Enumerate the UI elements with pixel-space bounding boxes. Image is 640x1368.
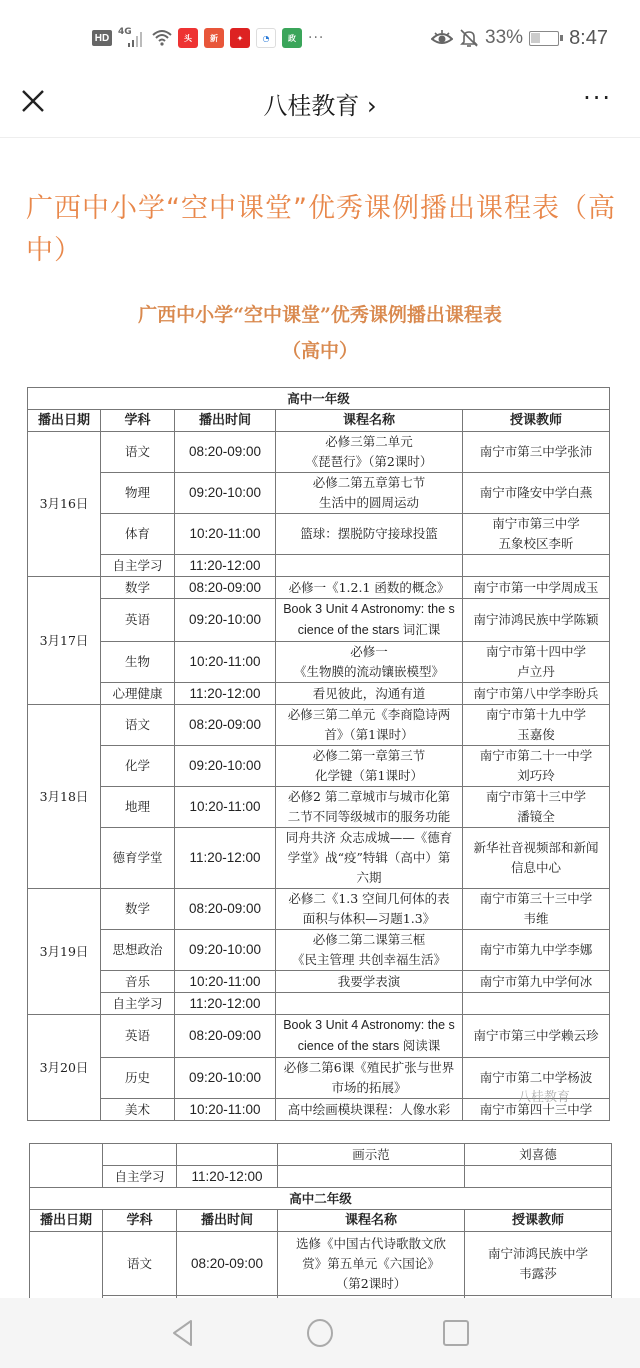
time-cell: 09:20-10:00 (175, 473, 276, 514)
date-cell (30, 1144, 103, 1188)
system-navigation-bar (0, 1298, 640, 1368)
time-cell: 10:20-11:00 (175, 787, 276, 828)
column-header: 课程名称 (278, 1210, 465, 1232)
course-cell (278, 1166, 465, 1188)
course-cell: 必修二第五章第七节 生活中的圆周运动 (276, 473, 463, 514)
teacher-cell: 南宁市第二中学杨波 (463, 1058, 610, 1099)
course-cell: 必修一《1.2.1 函数的概念》 (276, 577, 463, 599)
teacher-cell: 南宁市第四十三中学 (463, 1099, 610, 1121)
column-header: 播出日期 (28, 410, 101, 432)
status-bar (0, 0, 640, 70)
subject-cell: 德育学堂 (101, 828, 175, 889)
top-nav-bar (0, 70, 640, 138)
table-row (28, 514, 610, 555)
teacher-cell: 南宁市第三中学张沛 (463, 432, 610, 473)
subject-cell: 语文 (101, 432, 175, 473)
subject-cell: 英语 (101, 1015, 175, 1058)
teacher-cell: 南宁市第九中学李娜 (463, 930, 610, 971)
teacher-cell: 刘喜德 (465, 1144, 612, 1166)
mute-bell-icon (459, 28, 479, 48)
course-cell: 必修二第一章第三节 化学键（第1课时） (276, 746, 463, 787)
battery-icon (529, 31, 559, 46)
time-cell: 09:20-10:00 (175, 599, 276, 642)
hd-icon: HD (92, 30, 112, 46)
teacher-cell: 南宁市第九中学何冰 (463, 971, 610, 993)
date-cell: 3月20日 (28, 1015, 101, 1121)
time-cell: 08:20-09:00 (175, 432, 276, 473)
teacher-cell: 新华社音视频部和新闻 信息中心 (463, 828, 610, 889)
course-cell: 必修2 第二章城市与城市化第 二节不同等级城市的服务功能 (276, 787, 463, 828)
status-right (431, 24, 608, 52)
table-row (30, 1144, 612, 1166)
time-cell: 08:20-09:00 (175, 705, 276, 746)
news-app-icon: 新 (204, 28, 224, 48)
time-cell: 11:20-12:00 (175, 828, 276, 889)
date-cell: 3月19日 (28, 889, 101, 1015)
subject-cell: 自主学习 (103, 1166, 177, 1188)
time-cell: 11:20-12:00 (175, 555, 276, 577)
time-cell: 11:20-12:00 (175, 683, 276, 705)
course-cell: Book 3 Unit 4 Astronomy: the s cience of the stars 阅读课 (276, 1015, 463, 1058)
table-row (28, 683, 610, 705)
course-cell: 同舟共济 众志成城——《德育 学堂》战“疫”特辑（高中）第 六期 (276, 828, 463, 889)
column-header: 学科 (101, 410, 175, 432)
course-cell: 高中绘画模块课程：人像水彩 (276, 1099, 463, 1121)
course-cell: 选修《中国古代诗歌散文欣 赏》第五单元《六国论》 （第2课时） (278, 1232, 465, 1296)
course-cell: Book 3 Unit 4 Astronomy: the s cience of the stars 词汇课 (276, 599, 463, 642)
time-cell: 11:20-12:00 (175, 993, 276, 1015)
course-cell: 必修二第二课第三框 《民主管理 共创幸福生活》 (276, 930, 463, 971)
teacher-cell: 南宁市第十四中学 卢立丹 (463, 642, 610, 683)
teacher-cell: 南宁市第三中学 五象校区李昕 (463, 514, 610, 555)
recents-icon[interactable] (441, 1318, 471, 1348)
subject-cell: 语文 (101, 705, 175, 746)
table-row (28, 473, 610, 514)
time-cell: 08:20-09:00 (175, 889, 276, 930)
wifi-icon (152, 29, 172, 47)
time-cell: 10:20-11:00 (175, 1099, 276, 1121)
course-cell: 必修二《1.3 空间几何体的表 面积与体积—习题1.3》 (276, 889, 463, 930)
blue-app-icon: ◔ (256, 28, 276, 48)
time-cell: 08:20-09:00 (175, 1015, 276, 1058)
date-cell: 3月17日 (28, 577, 101, 705)
grade2-schedule-table (29, 1143, 612, 1298)
table-row (28, 555, 610, 577)
subject-cell: 自主学习 (101, 555, 175, 577)
subject-cell: 化学 (101, 746, 175, 787)
subject-cell (103, 1144, 177, 1166)
table-row (28, 432, 610, 473)
time-cell: 08:20-09:00 (177, 1232, 278, 1296)
time-cell: 10:20-11:00 (175, 514, 276, 555)
course-cell: 必修三第二单元 《琵琶行》（第2课时） (276, 432, 463, 473)
table-row (28, 971, 610, 993)
subject-cell: 音乐 (101, 971, 175, 993)
date-cell: 3月16日 (28, 432, 101, 577)
subject-cell: 语文 (103, 1232, 177, 1296)
teacher-cell (465, 1166, 612, 1188)
4g-signal-icon: 4G (118, 29, 146, 47)
time-cell: 10:20-11:00 (175, 642, 276, 683)
subject-cell: 物理 (101, 473, 175, 514)
red-app-icon: ✦ (230, 28, 250, 48)
date-cell (30, 1232, 103, 1299)
column-header: 课程名称 (276, 410, 463, 432)
time-cell: 09:20-10:00 (175, 746, 276, 787)
table-row (28, 787, 610, 828)
teacher-cell: 南宁沛鸿民族中学陈颖 (463, 599, 610, 642)
grade-label: 高中一年级 (28, 388, 610, 410)
subject-cell: 数学 (101, 577, 175, 599)
time-cell: 09:20-10:00 (175, 1058, 276, 1099)
course-cell: 篮球：摆脱防守接球投篮 (276, 514, 463, 555)
column-header: 播出日期 (30, 1210, 103, 1232)
course-cell: 必修三第二单元《李商隐诗两 首》（第1课时） (276, 705, 463, 746)
subject-cell: 地理 (101, 787, 175, 828)
time-cell: 09:20-10:00 (175, 930, 276, 971)
battery-percent: 33% (485, 27, 524, 48)
teacher-cell: 南宁市第三十三中学 韦维 (463, 889, 610, 930)
article-title: 广西中小学“空中课堂”优秀课例播出课程表（高中） (26, 193, 616, 266)
subject-cell: 自主学习 (101, 993, 175, 1015)
teacher-cell: 南宁市第三中学赖云珍 (463, 1015, 610, 1058)
column-header-row (30, 1210, 612, 1232)
back-icon[interactable] (168, 1318, 198, 1348)
time-cell: 08:20-09:00 (175, 577, 276, 599)
teacher-cell: 南宁市隆安中学白燕 (463, 473, 610, 514)
subject-cell: 数学 (101, 889, 175, 930)
column-header: 播出时间 (175, 410, 276, 432)
table-row (28, 599, 610, 642)
eye-comfort-icon (431, 29, 453, 47)
account-title-link[interactable]: 八桂教育 › (263, 92, 377, 120)
teacher-cell: 南宁市第八中学李盼兵 (463, 683, 610, 705)
subject-cell: 美术 (101, 1099, 175, 1121)
grade-header-row (28, 388, 610, 410)
subject-cell: 英语 (101, 599, 175, 642)
teacher-cell: 南宁市第十三中学 潘镜全 (463, 787, 610, 828)
date-cell: 3月18日 (28, 705, 101, 889)
teacher-cell (463, 555, 610, 577)
toutiao-app-icon: 头 (178, 28, 198, 48)
course-cell: 看见彼此，沟通有道 (276, 683, 463, 705)
grade1-schedule-table (27, 387, 610, 1121)
table-row (28, 705, 610, 746)
table-row (30, 1232, 612, 1296)
course-cell: 必修一 《生物膜的流动镶嵌模型》 (276, 642, 463, 683)
table-row (28, 993, 610, 1015)
subject-cell: 心理健康 (101, 683, 175, 705)
green-app-icon: 政 (282, 28, 302, 48)
subject-cell: 历史 (101, 1058, 175, 1099)
more-notifications-icon: ··· (308, 30, 325, 46)
more-options-button[interactable]: ··· (583, 84, 612, 112)
table-row (30, 1166, 612, 1188)
table-row (28, 889, 610, 930)
course-cell (276, 993, 463, 1015)
column-header-row (28, 410, 610, 432)
course-cell (276, 555, 463, 577)
subject-cell: 生物 (101, 642, 175, 683)
column-header: 播出时间 (177, 1210, 278, 1232)
grade-header-row (30, 1188, 612, 1210)
table-row (28, 930, 610, 971)
column-header: 授课教师 (463, 410, 610, 432)
schedule-image-subtitle: （高中） (281, 340, 358, 362)
home-icon[interactable] (305, 1318, 335, 1348)
subject-cell: 思想政治 (101, 930, 175, 971)
teacher-cell: 南宁市第一中学周成玉 (463, 577, 610, 599)
teacher-cell: 南宁市第二十一中学 刘巧玲 (463, 746, 610, 787)
article-body[interactable] (0, 138, 640, 1298)
time-cell: 10:20-11:00 (175, 971, 276, 993)
time-cell: 11:20-12:00 (177, 1166, 278, 1188)
course-cell: 我要学表演 (276, 971, 463, 993)
course-cell: 画示范 (278, 1144, 465, 1166)
time-cell (177, 1144, 278, 1166)
teacher-cell (463, 993, 610, 1015)
table-row (28, 577, 610, 599)
watermark: 八桂教育 (518, 1090, 571, 1105)
teacher-cell: 南宁市第十九中学 玉嘉俊 (463, 705, 610, 746)
grade-label: 高中二年级 (30, 1188, 612, 1210)
course-cell: 必修二第6课《殖民扩张与世界 市场的拓展》 (276, 1058, 463, 1099)
table-row (28, 746, 610, 787)
teacher-cell: 南宁沛鸿民族中学 韦露莎 (465, 1232, 612, 1296)
table-row (28, 642, 610, 683)
clock-time: 8:47 (569, 26, 608, 49)
schedule-image-title: 广西中小学“空中课堂”优秀课例播出课程表 (138, 304, 502, 326)
subject-cell: 体育 (101, 514, 175, 555)
column-header: 学科 (103, 1210, 177, 1232)
status-left (92, 26, 324, 50)
table-row (28, 828, 610, 889)
column-header: 授课教师 (465, 1210, 612, 1232)
table-row (28, 1015, 610, 1058)
